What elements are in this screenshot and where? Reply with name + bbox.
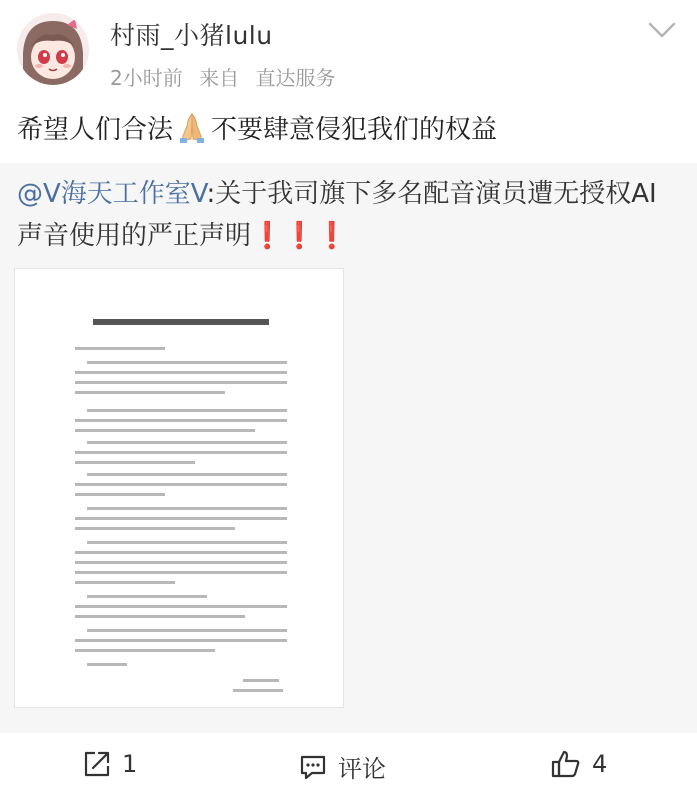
repost-body: :关于我司旗下多名配音演员遭无授权AI声音使用的严正声明: [17, 179, 657, 251]
repost-mention-link[interactable]: @V海天工作室V: [17, 179, 207, 209]
like-button[interactable]: [550, 749, 607, 779]
comment-label: 评论: [338, 755, 386, 783]
share-count: 1: [122, 750, 138, 778]
action-bar: [0, 733, 697, 792]
repost-text: [17, 173, 682, 257]
post-time: 2小时前: [110, 66, 183, 90]
post-text: [17, 110, 497, 148]
statement-document-image[interactable]: [14, 268, 344, 708]
share-button[interactable]: [82, 749, 137, 779]
share-icon: [82, 749, 112, 779]
comment-icon: [298, 752, 328, 782]
repost-card[interactable]: [0, 163, 697, 733]
post-text-before: 希望人们合法: [17, 115, 174, 145]
comment-button[interactable]: [298, 749, 386, 784]
avatar[interactable]: [17, 13, 89, 85]
document-page-icon: [15, 269, 343, 707]
thumbs-up-icon: [550, 749, 582, 779]
pray-emoji-icon: [175, 110, 209, 144]
post-source[interactable]: 直达服务: [255, 66, 336, 90]
username[interactable]: 村雨_小猪lulu: [110, 21, 273, 50]
post-header: [0, 0, 697, 100]
like-count: 4: [592, 750, 608, 778]
chevron-down-icon[interactable]: [647, 20, 677, 40]
exclamation-marks-icon: ❗❗❗: [251, 221, 349, 251]
post-meta: [110, 62, 345, 91]
post-text-after: 不要肆意侵犯我们的权益: [211, 115, 498, 145]
source-prefix: 来自: [199, 66, 240, 90]
avatar-image: [17, 13, 89, 85]
